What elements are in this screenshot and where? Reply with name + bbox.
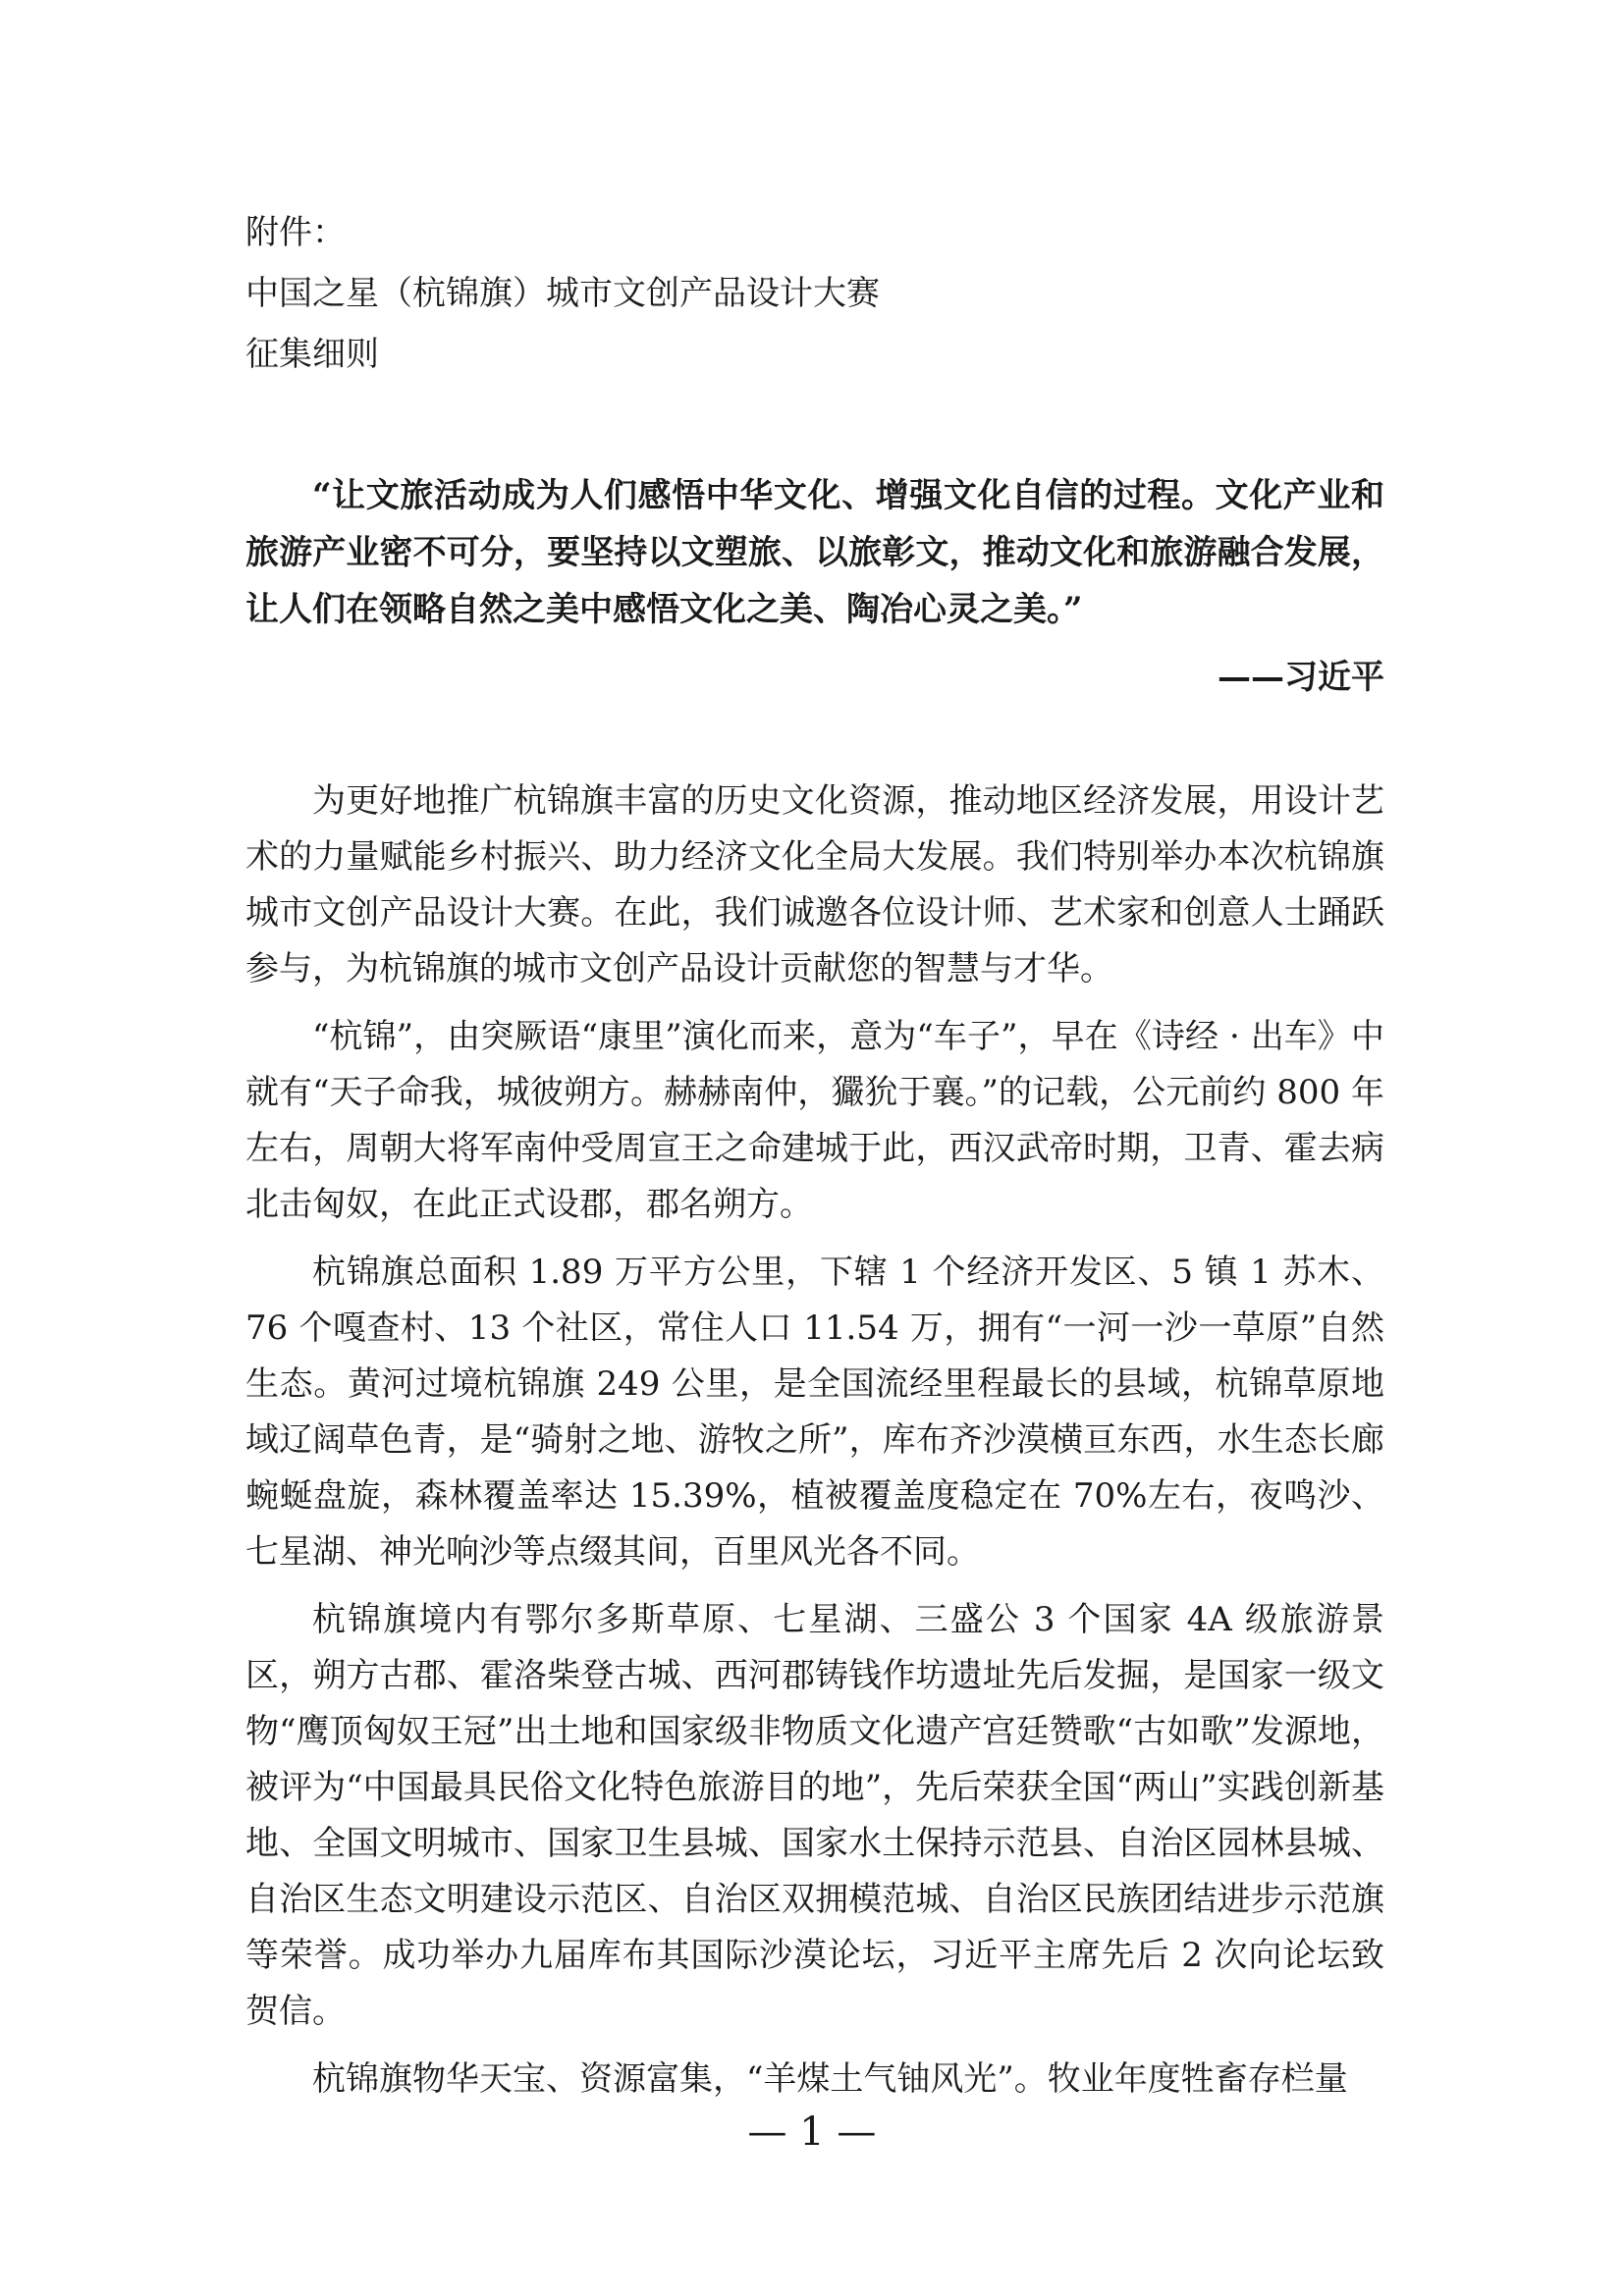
document-title: 中国之星（杭锦旗）城市文创产品设计大赛 (245, 274, 880, 313)
page-number: — 1 — (747, 2109, 877, 2155)
paragraph-intro: 为更好地推广杭锦旗丰富的历史文化资源，推动地区经济发展，用设计艺术的力量赋能乡村振兴、助力经济文化全局大发展。我们特别举办本次杭锦旗城市文创产品设计大赛。在此，我们诚邀各位设计师、艺术家和创意人士踊跃参与，为杭锦旗的城市文创产品设计贡献您的智慧与才华。 (245, 781, 1384, 988)
paragraph-geography: 杭锦旗总面积 1.89 万平方公里，下辖 1 个经济开发区、5 镇 1 苏木、76 个嘎查村、13 个社区，常住人口 11.54 万，拥有“一河一沙一草原”自然生态。黄河过境杭锦旗 249 公里，是全国流经里程最长的县域，杭锦草原地域辽阔草色青，是“骑射之地、游牧之所”，库布齐沙漠横亘东西，水生态长廊蜿蜒盘旋，森林覆盖率达 15.39%，植被覆盖度稳定在 70%左右，夜鸣沙、七星湖、神光响沙等点缀其间，百里风光各不同。 (245, 1253, 1384, 1572)
epigraph-author: ——习近平 (1218, 658, 1384, 697)
attachment-label: 附件： (245, 213, 346, 252)
document-subtitle: 征集细则 (245, 335, 379, 374)
epigraph-quote: “让文旅活动成为人们感悟中华文化、增强文化自信的过程。文化产业和旅游产业密不可分，要坚持以文塑旅、以旅彰文，推动文化和旅游融合发展，让人们在领略自然之美中感悟文化之美、陶冶心灵之美。” (245, 476, 1384, 629)
document-body (245, 774, 1384, 2119)
paragraph-resources: 杭锦旗物华天宝、资源富集，“羊煤土气铀风光”。牧业年度牲畜存栏量 (312, 2059, 1348, 2099)
paragraph-tourism: 杭锦旗境内有鄂尔多斯草原、七星湖、三盛公 3 个国家 4A 级旅游景区，朔方古郡、霍洛柴登古城、西河郡铸钱作坊遗址先后发掘，是国家一级文物“鹰顶匈奴王冠”出土地和国家级非物质文化遗产宫廷赞歌“古如歌”发源地，被评为“中国最具民俗文化特色旅游目的地”，先后荣获全国“两山”实践创新基地、全国文明城市、国家卫生县城、国家水土保持示范县、自治区园林县城、自治区生态文明建设示范区、自治区双拥模范城、自治区民族团结进步示范旗等荣誉。成功举办九届库布其国际沙漠论坛，习近平主席先后 2 次向论坛致贺信。 (245, 1600, 1384, 2031)
paragraph-history: “杭锦”，由突厥语“康里”演化而来，意为“车子”，早在《诗经 · 出车》中就有“天子命我，城彼朔方。赫赫南仲，玁狁于襄。”的记载，公元前约 800 年左右，周朝大将军南仲受周宣王之命建城于此，西汉武帝时期，卫青、霍去病北击匈奴，在此正式设郡，郡名朔方。 (245, 1017, 1384, 1224)
